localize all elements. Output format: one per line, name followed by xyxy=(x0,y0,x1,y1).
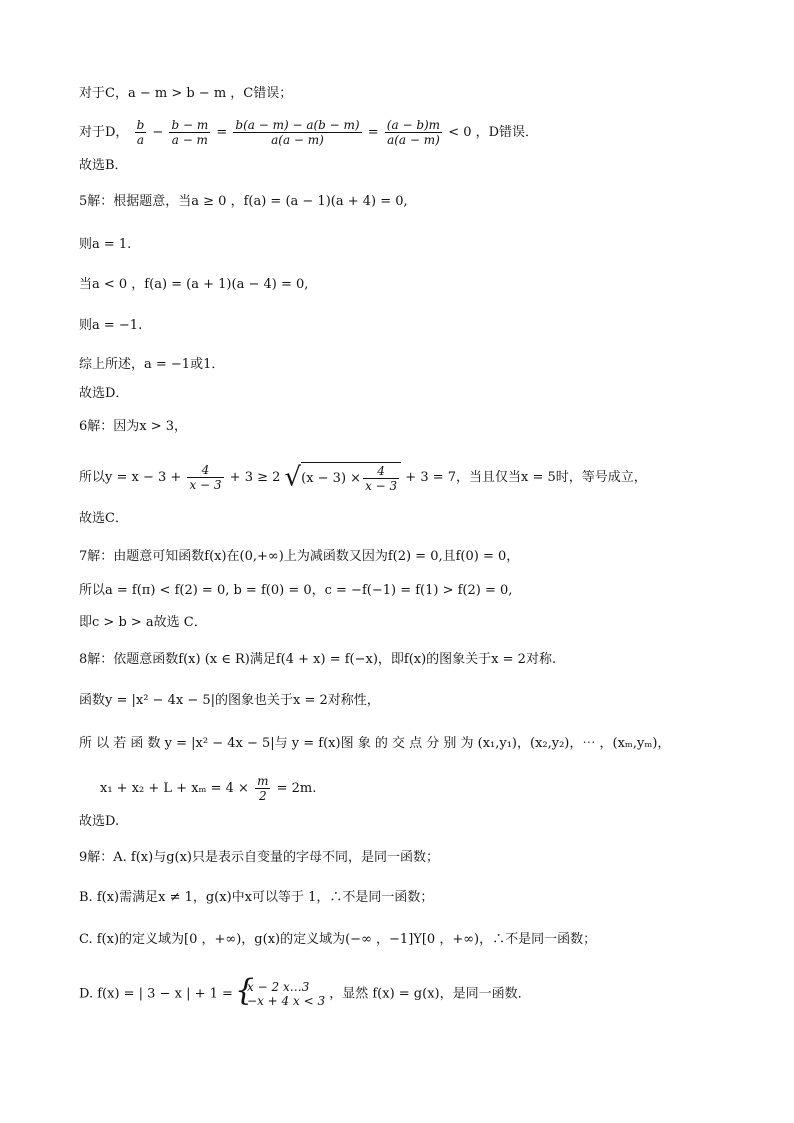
denominator: 2 xyxy=(258,789,267,803)
solution-line: 即c > b > a故选 C． xyxy=(79,615,207,630)
text: (x − 3) × xyxy=(301,471,362,486)
text: + 3 ≥ 2 xyxy=(229,470,281,485)
fraction xyxy=(187,463,223,492)
text: x₁ + x₂ + L + xₘ = 4 × xyxy=(100,781,249,796)
solution-7-line: 7解：由题意可知函数f(x)在(0,+∞)上为减函数又因为f(2) = 0,且f(0) = 0， xyxy=(79,549,520,564)
text: ，显然 f(x) = g(x)，是同一函数． xyxy=(329,986,531,1002)
solution-line: 则a = 1. xyxy=(79,237,132,252)
line-option-d xyxy=(79,118,538,147)
solution-line xyxy=(79,462,647,493)
answer-line: 故选D. xyxy=(79,814,120,829)
answer-line: 故选D． xyxy=(79,386,129,401)
solution-8-line: 8解：依题意函数f(x) (x ∈ R)满足f(4 + x) = f(−x)，即f(x)的图象关于x = 2对称. xyxy=(79,652,557,667)
numerator: 4 xyxy=(363,464,399,479)
text: 对于D， xyxy=(79,125,129,140)
solution-line: C. f(x)的定义域为[0 ，+∞)，g(x)的定义域为(−∞ ，−1]Y[0 ，+∞)，∴不是同一函数； xyxy=(79,932,597,947)
operator: = xyxy=(367,125,379,140)
fraction xyxy=(233,118,361,147)
solution-9-line: 9解：A. f(x)与g(x)只是表示自变量的字母不同，是同一函数； xyxy=(79,850,440,865)
text: = 2m. xyxy=(276,781,317,796)
solution-line: 当a < 0 ，f(a) = (a + 1)(a − 4) = 0, xyxy=(79,277,309,292)
case-row: x − 2 x…3 xyxy=(247,980,310,994)
text: + 3 = 7，当且仅当x = 5时，等号成立， xyxy=(405,470,647,485)
numerator: m xyxy=(257,774,269,788)
denominator: a(a − m) xyxy=(271,133,324,147)
solution-line: 则a = −1. xyxy=(79,318,143,333)
text: D. f(x) = | 3 − x | + 1 = xyxy=(79,986,233,1002)
fraction xyxy=(363,464,399,493)
solution-line: 所 以 若 函 数 y = |x² − 4x − 5|与 y = f(x)图 象 的 交 点 分 别 为 (x₁,y₁)，(x₂,y₂)，⋯ ，(xₘ,yₘ)， xyxy=(79,736,671,751)
solution-line xyxy=(100,774,316,803)
numerator: (a − b)m xyxy=(386,118,441,132)
numerator: b(a − m) − a(b − m) xyxy=(235,118,360,132)
brace: { xyxy=(235,973,255,1008)
case-row: −x + 4 x < 3 xyxy=(247,994,326,1008)
numerator: b xyxy=(136,118,145,132)
numerator: b − m xyxy=(171,118,209,132)
denominator: a(a − m) xyxy=(387,133,440,147)
operator: − xyxy=(152,125,164,140)
solution-5-line: 5解：根据题意，当a ≥ 0 ，f(a) = (a − 1)(a + 4) = 0, xyxy=(79,194,408,209)
denominator: x − 3 xyxy=(365,479,398,493)
solution-line: 综上所述，a = −1或1． xyxy=(79,357,225,372)
solution-line: 所以a = f(π) < f(2) = 0, b = f(0) = 0，c = −f(−1) = f(1) > f(2) = 0, xyxy=(79,583,513,598)
fraction xyxy=(169,118,210,147)
answer-line: 故选C． xyxy=(79,511,128,526)
text: < 0 ，D错误． xyxy=(448,125,539,140)
answer-line: 故选B． xyxy=(79,158,128,173)
denominator: a xyxy=(136,133,144,147)
line-option-c: 对于C，a − m > b − m ，C错误； xyxy=(79,86,293,101)
solution-6-line: 6解：因为x > 3， xyxy=(79,419,188,434)
solution-line: B. f(x)需满足x ≠ 1，g(x)中x可以等于 1，∴不是同一函数； xyxy=(79,890,434,905)
piecewise-cases xyxy=(235,973,326,1008)
fraction xyxy=(255,774,270,803)
denominator: a − m xyxy=(171,133,208,147)
solution-line xyxy=(79,973,531,1008)
sqrt-sign: √ xyxy=(284,462,302,493)
operator: = xyxy=(216,125,228,140)
solution-line: 函数y = |x² − 4x − 5|的图象也关于x = 2对称性， xyxy=(79,693,380,708)
denominator: x − 3 xyxy=(189,478,222,492)
text: 所以y = x − 3 + xyxy=(79,470,182,485)
fraction xyxy=(135,118,147,147)
radicand xyxy=(301,462,401,493)
numerator: 4 xyxy=(187,463,223,478)
fraction xyxy=(385,118,442,147)
